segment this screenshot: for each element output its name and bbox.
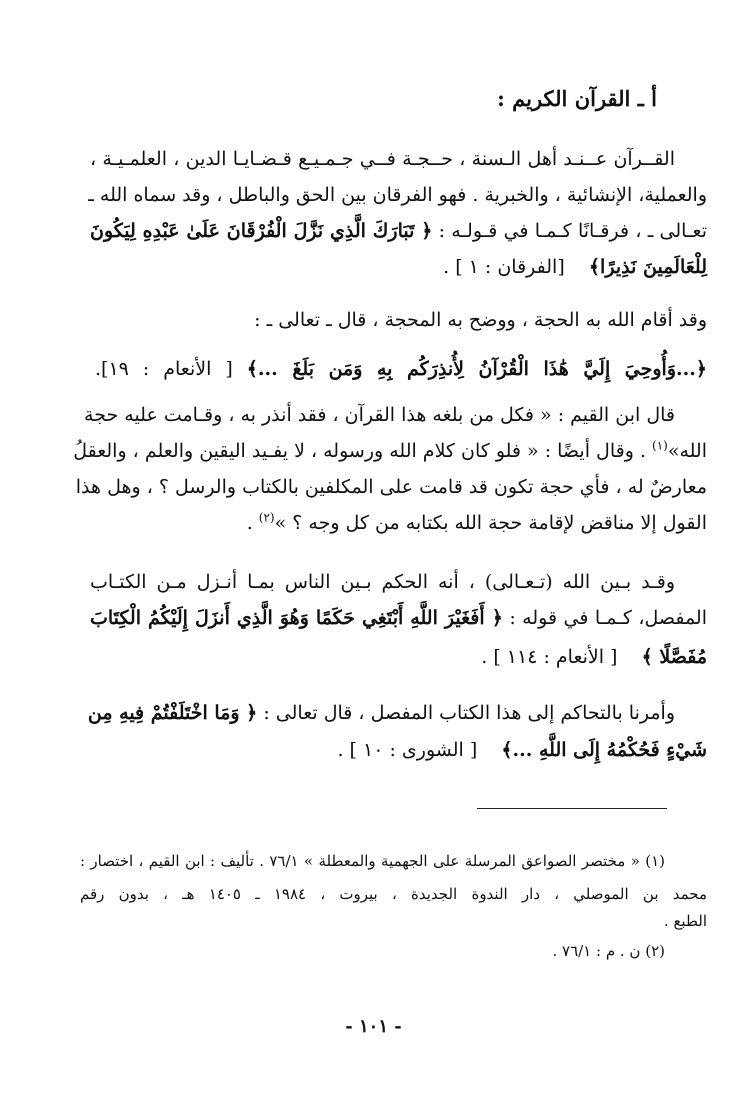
quran-verse: مُفَصَّلًا ﴾ xyxy=(641,646,707,668)
quran-verse: ﴿ وَمَا اخْتَلَفْتُمْ فِيهِ مِن xyxy=(87,702,258,724)
paragraph-3-line-1: قال ابن القيم : « فكل من بلغه هذا القرآن ، فقد أنذر به ، وقـامت عليه حجة xyxy=(84,404,675,426)
section-heading: أ ـ القرآن الكريم : xyxy=(497,86,657,111)
verse-reference: [ الأنعام : ١٩]. xyxy=(95,358,233,380)
paragraph-1-text: تعـالى ـ ، فرقـانًا كـمـا في قـولـه : xyxy=(438,220,707,242)
verse-reference: [ الشورى : ١٠ ] . xyxy=(337,739,478,761)
quote-end: الله» xyxy=(667,440,707,462)
verse-reference: [ الأنعام : ١١٤ ] . xyxy=(481,646,618,668)
paragraph-3-text: القول إلا مناقض لإقامة حجة الله بكتابه من كل وجه ؟ » xyxy=(274,512,707,534)
paragraph-1-line-3 xyxy=(90,217,707,245)
paragraph-5-line-1 xyxy=(87,699,675,727)
footnote-1-line-2: محمد بن الموصلي ، دار الندوة الجديدة ، بيروت ، ١٩٨٤ ـ ١٤٠٥ هـ ، بدون رقم xyxy=(80,885,707,903)
footnote-1-line-1: (١) « مختصر الصواعق المرسلة على الجهمية والمعطلة » ٧٦/١ . تأليف : ابن القيم ، اختصار : xyxy=(80,852,665,870)
footnote-divider xyxy=(477,808,667,809)
page-number: - ١٠١ - xyxy=(345,1016,402,1037)
paragraph-2-line-2 xyxy=(95,355,707,383)
quran-verse: ﴿...وَأُوحِيَ إِلَيَّ هَٰذَا الْقُرْآنُ لِأُنذِرَكُم بِهِ وَمَن بَلَغَ ...﴾ xyxy=(246,358,707,380)
paragraph-5-text: وأمرنا بالتحاكم إلى هذا الكتاب المفصل ، قال تعالى : xyxy=(263,702,675,724)
footnote-marker-1: (١) xyxy=(652,438,668,453)
paragraph-4-line-1: وقـد بـين الله (تـعـالى) ، أنه الحكم بـين الناس بمـا أنـزل مـن الكتـاب xyxy=(90,571,675,593)
verse-reference: [الفرقان : ١ ] . xyxy=(443,256,565,278)
quran-verse: ﴿ أَفَغَيْرَ اللَّهِ أَبْتَغِي حَكَمًا وَهُوَ الَّذِي أَنزَلَ إِلَيْكُمُ الْكِتَابَ xyxy=(90,607,503,629)
paragraph-4-line-2 xyxy=(90,604,707,632)
paragraph-3-line-4 xyxy=(90,509,707,537)
paragraph-4-line-3 xyxy=(90,643,707,671)
footnote-2: (٢) ن . م : ٧٦/١ . xyxy=(552,942,665,960)
footnote-marker-2: (٢) xyxy=(258,510,275,525)
paragraph-1-line-1: القــرآن عــنـد أهل الـسنة ، حــجـة فــي جـمـيـع قـضـايـا الدين ، العلمـيـة ، xyxy=(90,148,675,170)
quran-verse: لِلْعَالَمِينَ نَذِيرًا﴾ xyxy=(588,256,707,278)
period: . xyxy=(246,512,253,534)
paragraph-1-line-2: والعملية، الإنشائية ، والخبرية . فهو الفرقان بين الحق والباطل ، وقد سماه الله ـ xyxy=(88,184,707,206)
quran-verse: ﴿ تَبَارَكَ الَّذِي نَزَّلَ الْفُرْقَانَ عَلَىٰ عَبْدِهِ لِيَكُونَ xyxy=(90,220,433,242)
paragraph-5-line-2 xyxy=(90,736,707,764)
paragraph-2-line-1: وقد أقام الله به الحجة ، ووضح به المحجة ، قال ـ تعالى ـ : xyxy=(254,309,707,331)
paragraph-3-line-2 xyxy=(73,437,707,465)
paragraph-4-text: المفصل، كـمـا في قوله : xyxy=(509,607,707,629)
quran-verse: شَيْءٍ فَحُكْمُهُ إِلَى اللَّهِ ...﴾ xyxy=(501,739,707,761)
paragraph-1-line-4 xyxy=(90,253,707,281)
paragraph-3-text: . وقال أيضًا : « فلو كان كلام الله ورسوله ، لا يفـيد اليقين والعلم ، والعقلُ xyxy=(73,440,646,462)
paragraph-3-line-3: معارضٌ له ، فأي حجة تكون قد قامت على المكلفين بالكتاب والرسل ؟ ، وهل هذا xyxy=(75,476,707,498)
footnote-1-line-3: الطبع . xyxy=(663,912,707,930)
